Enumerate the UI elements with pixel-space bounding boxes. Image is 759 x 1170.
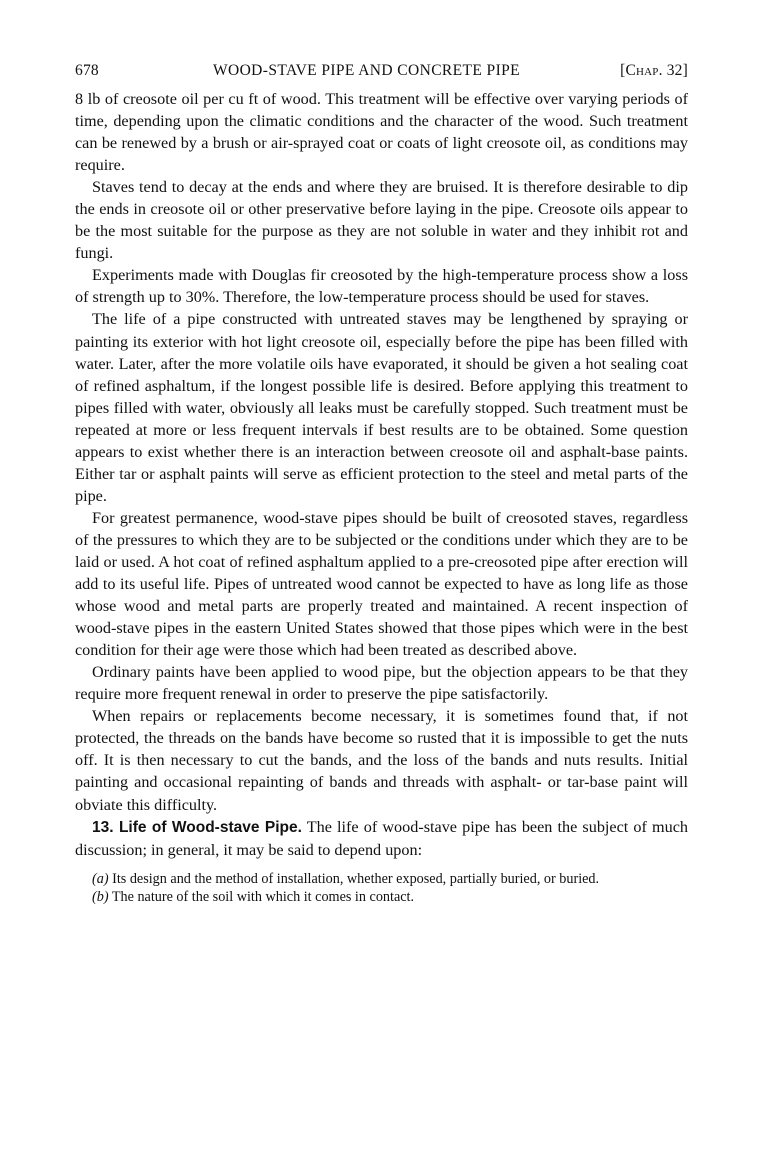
body-text (75, 88, 688, 861)
paragraph: Ordinary paints have been applied to wood pipe, but the objection appears to be that they require more frequent renewal in order to preserve the pipe satisfactorily. (75, 663, 688, 704)
paragraph: Staves tend to decay at the ends and where they are bruised. It is therefore desirable to dip the ends in creosote oil or other preservative before laying in the pipe. Creosote oils appear to be the most suitable for the purpose as they are not soluble in water and they inhibit rot and fungi. (75, 178, 688, 263)
chapter-label: [Chap. 32] (620, 62, 688, 79)
list-item-text: The nature of the soil with which it comes in contact. (108, 889, 415, 906)
paragraph: The life of a pipe constructed with untreated staves may be lengthened by spraying or painting its exterior with hot light creosote oil, especially before the pipe has been filled with water. Later, after the more volatile oils have evaporated, it should be given a hot sealing coat of refined asphaltum, if the longest possible life is desired. Before applying this treatment to pipes filled with water, obviously all leaks must be carefully stopped. Such treatment must be repeated at more or less frequent intervals if best results are to be obtained. Some question appears to exist whether there is an interaction between creosote oil and asphalt-base paints. Either tar or asphalt paints will serve as efficient protection to the steel and metal parts of the pipe. (75, 310, 688, 505)
paragraph: Experiments made with Douglas fir creosoted by the high-temperature process show a loss of strength up to 30%. Therefore, the low-temperature process should be used for staves. (75, 266, 688, 307)
section-heading: 13. Life of Wood-stave Pipe. (92, 818, 302, 836)
list-item-text: Its design and the method of installation, whether exposed, partially buried, or buried. (108, 870, 600, 887)
section-paragraph (75, 816, 688, 861)
running-title: WOOD-STAVE PIPE AND CONCRETE PIPE (212, 62, 521, 79)
book-page (75, 62, 688, 907)
page-header (75, 62, 688, 88)
list-item-label: (a) (92, 870, 109, 887)
list-item-label: (b) (92, 889, 109, 906)
list-item (75, 888, 688, 907)
paragraph-continuation: 8 lb of creosote oil per cu ft of wood. This treatment will be effective over varying periods of time, depending upon the climatic conditions and the character of the wood. Such treatment can be renewed by a brush or air-sprayed coat or coats of light creosote oil, as conditions may require. (75, 90, 688, 175)
list-item (75, 870, 688, 889)
paragraph: For greatest permanence, wood-stave pipes should be built of creosoted staves, regardless of the pressures to which they are to be subjected or the conditions under which they are to be laid or used. A hot coat of refined asphaltum applied to a pre-creosoted pipe after erection will add to its useful life. Pipes of untreated wood cannot be expected to have as long life as those whose wood and metal parts are properly treated and maintained. A recent inspection of wood-stave pipes in the eastern United States showed that those pipes which were in the best condition for their age were those which had been treated as described above. (75, 508, 688, 660)
paragraph: When repairs or replacements become necessary, it is sometimes found that, if not protected, the threads on the bands have become so rusted that it is impossible to get the nuts off. It is then necessary to cut the bands, and the loss of the bands and nuts results. Initial painting and occasional repainting of bands and threads with asphalt- or tar-base paint will obviate this difficulty. (75, 707, 688, 814)
section-text: The life of wood-stave pipe has been the subject of much discussion; in general, it may be said to depend upon: (75, 817, 688, 859)
factor-list (75, 870, 688, 907)
page-number: 678 (75, 62, 99, 79)
